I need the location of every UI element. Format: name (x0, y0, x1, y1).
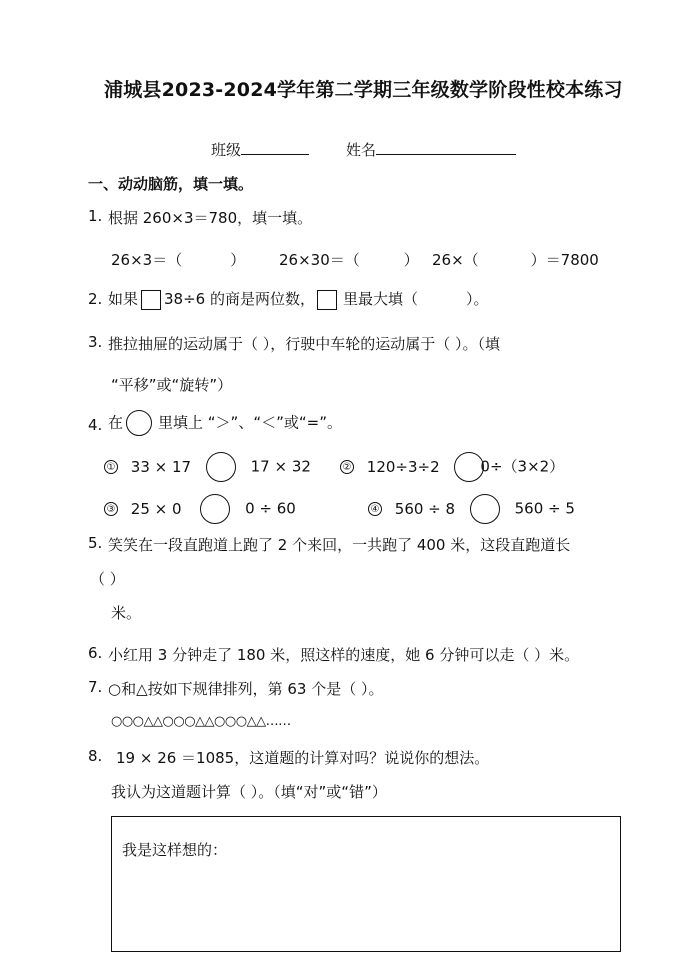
q8-num: 8. (88, 747, 103, 765)
class-label: 班级 (211, 141, 242, 159)
section-heading: 一、动动脑筋，填一填。 (88, 175, 254, 193)
q2-square-2[interactable] (317, 290, 337, 310)
q4-item-1: ① 33 × 17 17 × 32 (104, 452, 311, 482)
q2-num: 2. (88, 290, 103, 308)
q8-text: 19 × 26 ＝1085，这道题的计算对吗？说说你的想法。 (116, 749, 490, 767)
q4-circle-1[interactable] (206, 452, 236, 482)
q4-num: 4. (88, 416, 103, 434)
q5-answer-blank[interactable]: （ ） (90, 570, 125, 588)
q6-num: 6. (88, 644, 103, 662)
q4-circle-4[interactable] (470, 494, 500, 524)
class-field[interactable] (211, 139, 309, 160)
q1-item-a: 26×3＝（ ） (111, 251, 246, 269)
q3-line2: “平移”或“旋转”） (111, 376, 233, 394)
q8-box-label: 我是这样想的： (122, 841, 228, 859)
q5-num: 5. (88, 534, 103, 552)
q7-text: ○和△按如下规律排列，第 63 个是（ ）。 (108, 680, 384, 698)
page-title: 浦城县2023-2024学年第二学期三年级数学阶段性校本练习 (104, 79, 623, 101)
q5-line3: 米。 (111, 604, 142, 622)
name-label: 姓名 (346, 141, 377, 159)
name-field[interactable] (346, 139, 516, 160)
q7-num: 7. (88, 678, 103, 696)
q1-num: 1. (88, 207, 103, 225)
name-blank[interactable] (376, 139, 516, 155)
q3-line1: 推拉抽屉的运动属于（ ），行驶中车轮的运动属于（ ）。（填 (108, 335, 501, 353)
q4-item-3: ③ 25 × 0 0 ÷ 60 (104, 494, 296, 524)
q1-text: 根据 260×3＝780，填一填。 (108, 209, 313, 227)
q4-circle-example (126, 410, 152, 436)
q8-answer-box[interactable] (111, 816, 621, 952)
q3-num: 3. (88, 333, 103, 351)
q4-circle-3[interactable] (200, 494, 230, 524)
q7-pattern: ○○○△△○○○△△○○○△△…… (111, 714, 291, 729)
q1-item-c: 26×（ ）＝7800 (432, 251, 599, 269)
q4-item-4: ④ 560 ÷ 8 560 ÷ 5 (368, 494, 575, 524)
q8-line2: 我认为这道题计算（ ）。（填“对”或“错”） (111, 783, 387, 801)
q2-line: 如果 38÷6 的商是两位数， 里最大填（ ）。 (108, 290, 489, 308)
q2-square-1[interactable] (141, 290, 161, 310)
class-blank[interactable] (241, 139, 309, 155)
q6-text: 小红用 3 分钟走了 180 米，照这样的速度，她 6 分钟可以走（ ）米。 (108, 646, 580, 664)
q4-item-2: ② 120÷3÷2 0÷（3×2） (340, 452, 564, 482)
q1-item-b: 26×30＝（ ） (279, 251, 419, 269)
q5-line1: 笑笑在一段直跑道上跑了 2 个来回，一共跑了 400 米，这段直跑道长 (108, 536, 571, 554)
q4-line: 在 里填上 “＞”、“＜”或“=”。 (108, 410, 342, 436)
